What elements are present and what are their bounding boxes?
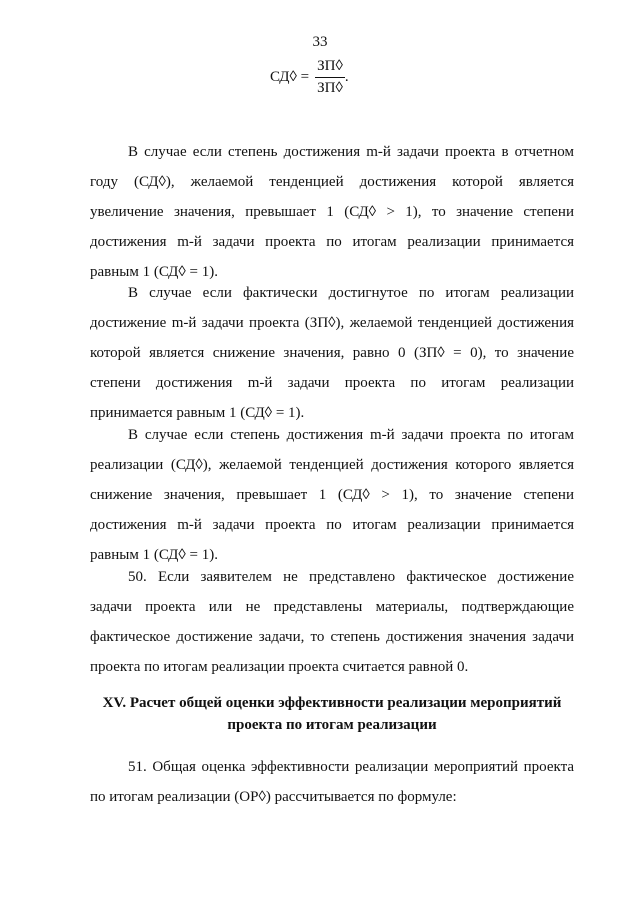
section-heading	[90, 692, 574, 736]
paragraph-50: 50. Если заявителем не представлено фактическое достижение задачи проекта или не представлены материалы, подтверждающие фактическое достижение задачи, то степень достижения значения задачи проекта по итогам реализации проекта считается равной 0.	[90, 569, 574, 675]
heading-line-1: XV. Расчет общей оценки эффективности реализации мероприятий	[102, 695, 562, 711]
formula-end: .	[344, 69, 349, 85]
page-number: 33	[312, 34, 328, 50]
formula-fraction	[315, 58, 345, 97]
paragraph-2: В случае если фактически достигнутое по итогам реализации достижение m-й задачи проекта (ЗП◊), желаемой тенденцией достижения которой является снижение значения, равно 0 (ЗП◊ = 0), то значение степени достижения m-й задачи проекта по итогам реализации принимается равным 1 (СД◊ = 1).	[90, 285, 574, 421]
formula	[270, 58, 349, 97]
paragraph-3: В случае если степень достижения m-й задачи проекта по итогам реализации (СД◊), желаемой тенденцией достижения которого является снижение значения, превышает 1 (СД◊ > 1), то значение степени достижения m-й задачи проекта по итогам реализации принимается равным 1 (СД◊ = 1).	[90, 427, 574, 563]
heading-line-2: проекта по итогам реализации	[227, 717, 437, 733]
formula-numerator: ЗП◊	[315, 58, 345, 78]
formula-denominator: ЗП◊	[317, 80, 343, 96]
paragraph-51: 51. Общая оценка эффективности реализации мероприятий проекта по итогам реализации (ОР◊) рассчитывается по формуле:	[90, 759, 574, 805]
paragraph-1: В случае если степень достижения m-й задачи проекта в отчетном году (СД◊), желаемой тенденцией достижения которой является увеличение значения, превышает 1 (СД◊ > 1), то значение степени достижения m-й задачи проекта по итогам реализации принимается равным 1 (СД◊ = 1).	[90, 144, 574, 280]
formula-lhs: СД◊ =	[270, 69, 310, 85]
